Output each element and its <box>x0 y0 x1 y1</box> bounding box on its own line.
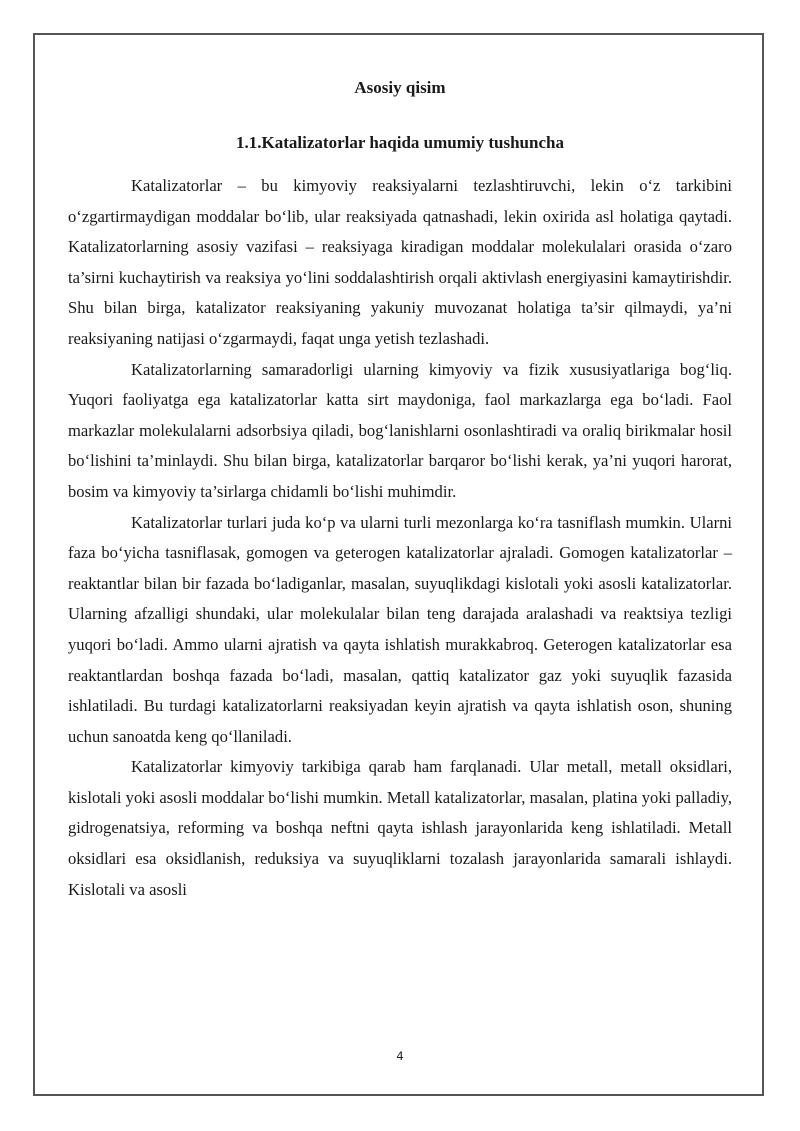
section-heading: Asosiy qisim <box>354 78 446 97</box>
subsection-heading: 1.1.Katalizatorlar haqida umumiy tushuncha <box>236 133 564 152</box>
paragraph-1: Katalizatorlar – bu kimyoviy reaksiyalarni tezlashtiruvchi, lekin o‘z tarkibini o‘zgartirmaydigan moddalar bo‘lib, ular reaksiyada qatnashadi, lekin oxirida asl holatiga qaytadi. Katalizatorlarning asosiy vazifasi – reaksiyaga kiradigan moddalar molekulalari orasida o‘zaro ta’sirni kuchaytirish va reaksiya yo‘lini soddalashtirish orqali aktivlash energiyasini kamaytirishdir. Shu bilan birga, katalizator reaksiyaning yakuniy muvozanat holatiga ta’sir qilmaydi, ya’ni reaksiyaning natijasi o‘zgarmaydi, faqat unga yetish tezlashadi. <box>68 176 732 348</box>
body-text <box>68 171 732 905</box>
paragraph-4: Katalizatorlar kimyoviy tarkibiga qarab ham farqlanadi. Ular metall, metall oksidlari, kislotali yoki asosli moddalar bo‘lishi mumkin. Metall katalizatorlar, masalan, platina yoki palladiy, gidrogenatsiya, reforming va boshqa neftni qayta ishlash jarayonlarida keng ishlatiladi. Metall oksidlari esa oksidlanish, reduksiya va suyuqliklarni tozalash jarayonlarida samarali ishlaydi. Kislotali va asosli <box>68 757 732 899</box>
page-number: 4 <box>396 1049 404 1063</box>
paragraph-3: Katalizatorlar turlari juda ko‘p va ularni turli mezonlarga ko‘ra tasniflash mumkin. Ularni faza bo‘yicha tasniflasak, gomogen va geterogen katalizatorlar ajraladi. Gomogen katalizatorlar – reaktantlar bilan bir fazada bo‘ladiganlar, masalan, suyuqlikdagi kislotali yoki asosli katalizatorlar. Ularning afzalligi shundaki, ular molekulalar bilan teng darajada aralashadi va reaktsiya tezligi yuqori bo‘ladi. Ammo ularni ajratish va qayta ishlatish murakkabroq. Geterogen katalizatorlar esa reaktantlardan boshqa fazada bo‘ladi, masalan, qattiq katalizator gaz yoki suyuqlik fazasida ishlatiladi. Bu turdagi katalizatorlarni reaksiyadan keyin ajratish va qayta ishlatish oson, shuning uchun sanoatda keng qo‘llaniladi. <box>68 512 732 746</box>
paragraph-2: Katalizatorlarning samaradorligi ularning kimyoviy va fizik xususiyatlariga bog‘liq. Yuqori faoliyatga ega katalizatorlar katta sirt maydoniga, faol markazlarga ega bo‘ladi. Faol markazlar molekulalarni adsorbsiya qiladi, bog‘lanishlarni osonlashtiradi va oraliq birikmalar hosil bo‘lishini ta’minlaydi. Shu bilan birga, katalizatorlar barqaror bo‘lishi kerak, ya’ni yuqori harorat, bosim va kimyoviy ta’sirlarga chidamli bo‘lishi muhimdir. <box>68 359 732 501</box>
